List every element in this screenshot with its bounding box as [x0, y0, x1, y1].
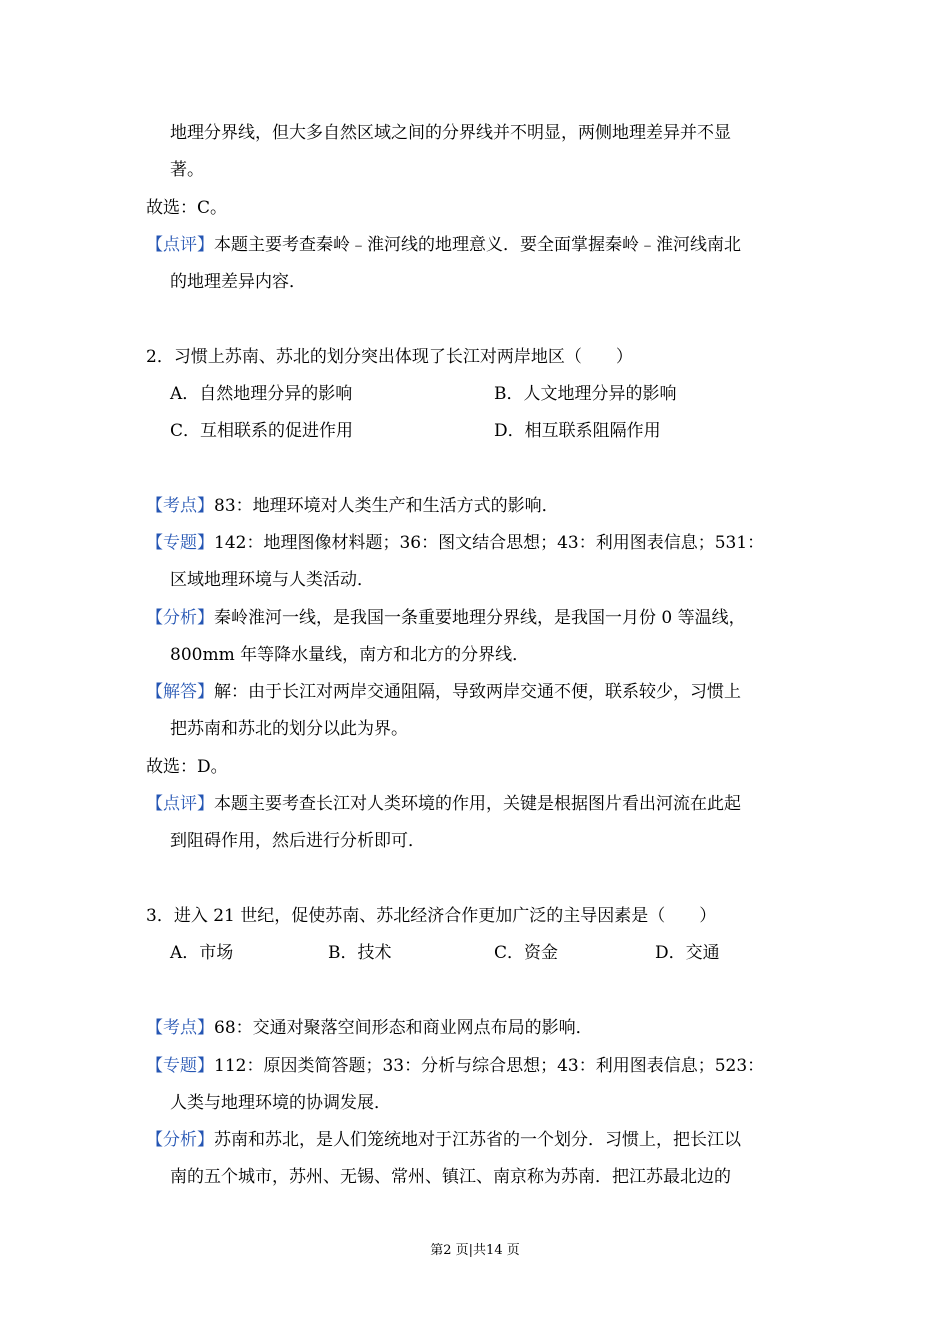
q2-zhuanti [146, 535, 764, 552]
page-number-footer: 第2 页|共14 页 [430, 1243, 520, 1258]
kaodian-text: 83：地理环境对人类生产和生活方式的影响． [214, 496, 559, 516]
text-line: 地理分界线，但大多自然区域之间的分界线并不明显，两侧地理差异并不显 [170, 123, 731, 143]
fenxi-text: 苏南和苏北，是人们笼统地对于江苏省的一个划分．习惯上，把长江以 [214, 1130, 741, 1150]
q3-zhuanti [146, 1058, 764, 1075]
q2-option-d: D．相互联系阻隔作用 [494, 421, 661, 441]
text-line: 到阻碍作用，然后进行分析即可． [170, 831, 425, 851]
q2-option-c: C．互相联系的促进作用 [170, 421, 354, 441]
review-line [146, 237, 741, 254]
zhuanti-text: 142：地理图像材料题；36：图文结合思想；43：利用图表信息；531： [214, 533, 765, 553]
q2-option-b: B．人文地理分异的影响 [494, 384, 677, 404]
q3-option-d: D．交通 [655, 943, 720, 963]
q3-option-b: B．技术 [328, 943, 392, 963]
review-tag: 【点评】 [146, 235, 214, 255]
q3-fenxi [146, 1132, 741, 1149]
jieda-text: 解：由于长江对两岸交通阻隔，导致两岸交通不便，联系较少，习惯上 [214, 682, 741, 702]
jieda-tag: 【解答】 [146, 682, 214, 702]
q3-option-a: A．市场 [170, 943, 234, 963]
kaodian-text: 68：交通对聚落空间形态和商业网点布局的影响． [214, 1018, 593, 1038]
kaodian-tag: 【考点】 [146, 496, 214, 516]
fenxi-text: 秦岭淮河一线，是我国一条重要地理分界线，是我国一月份 0 等温线， [214, 608, 746, 628]
answer-line: 故选：C。 [146, 198, 228, 218]
review-text: 本题主要考查秦岭﹣淮河线的地理意义．要全面掌握秦岭﹣淮河线南北 [214, 235, 741, 255]
q2-jieda [146, 684, 741, 701]
text-line: 区域地理环境与人类活动． [170, 570, 374, 590]
q3-option-c: C．资金 [494, 943, 559, 963]
text-line: 人类与地理环境的协调发展． [170, 1093, 391, 1113]
text-line: 著。 [170, 160, 204, 180]
q2-kaodian [146, 498, 559, 515]
q2-option-a: A．自然地理分异的影响 [170, 384, 353, 404]
zhuanti-text: 112：原因类简答题；33：分析与综合思想；43：利用图表信息；523： [214, 1056, 765, 1076]
fenxi-tag: 【分析】 [146, 608, 214, 628]
fenxi-tag: 【分析】 [146, 1130, 214, 1150]
text-line: 的地理差异内容． [170, 272, 306, 292]
q2-dianping [146, 796, 741, 813]
question-3-stem: 3．进入 21 世纪，促使苏南、苏北经济合作更加广泛的主导因素是（ ） [146, 906, 717, 926]
text-line: 南的五个城市，苏州、无锡、常州、镇江、南京称为苏南．把江苏最北边的 [170, 1167, 731, 1187]
zhuanti-tag: 【专题】 [146, 1056, 214, 1076]
question-2-stem: 2．习惯上苏南、苏北的划分突出体现了长江对两岸地区（ ） [146, 347, 633, 367]
dianping-tag: 【点评】 [146, 794, 214, 814]
q3-kaodian [146, 1020, 593, 1037]
zhuanti-tag: 【专题】 [146, 533, 214, 553]
answer-line: 故选：D。 [146, 757, 228, 777]
q2-fenxi [146, 610, 746, 627]
text-line: 800mm 年等降水量线，南方和北方的分界线． [170, 645, 530, 665]
dianping-text: 本题主要考查长江对人类环境的作用，关键是根据图片看出河流在此起 [214, 794, 741, 814]
kaodian-tag: 【考点】 [146, 1018, 214, 1038]
text-line: 把苏南和苏北的划分以此为界。 [170, 719, 408, 739]
